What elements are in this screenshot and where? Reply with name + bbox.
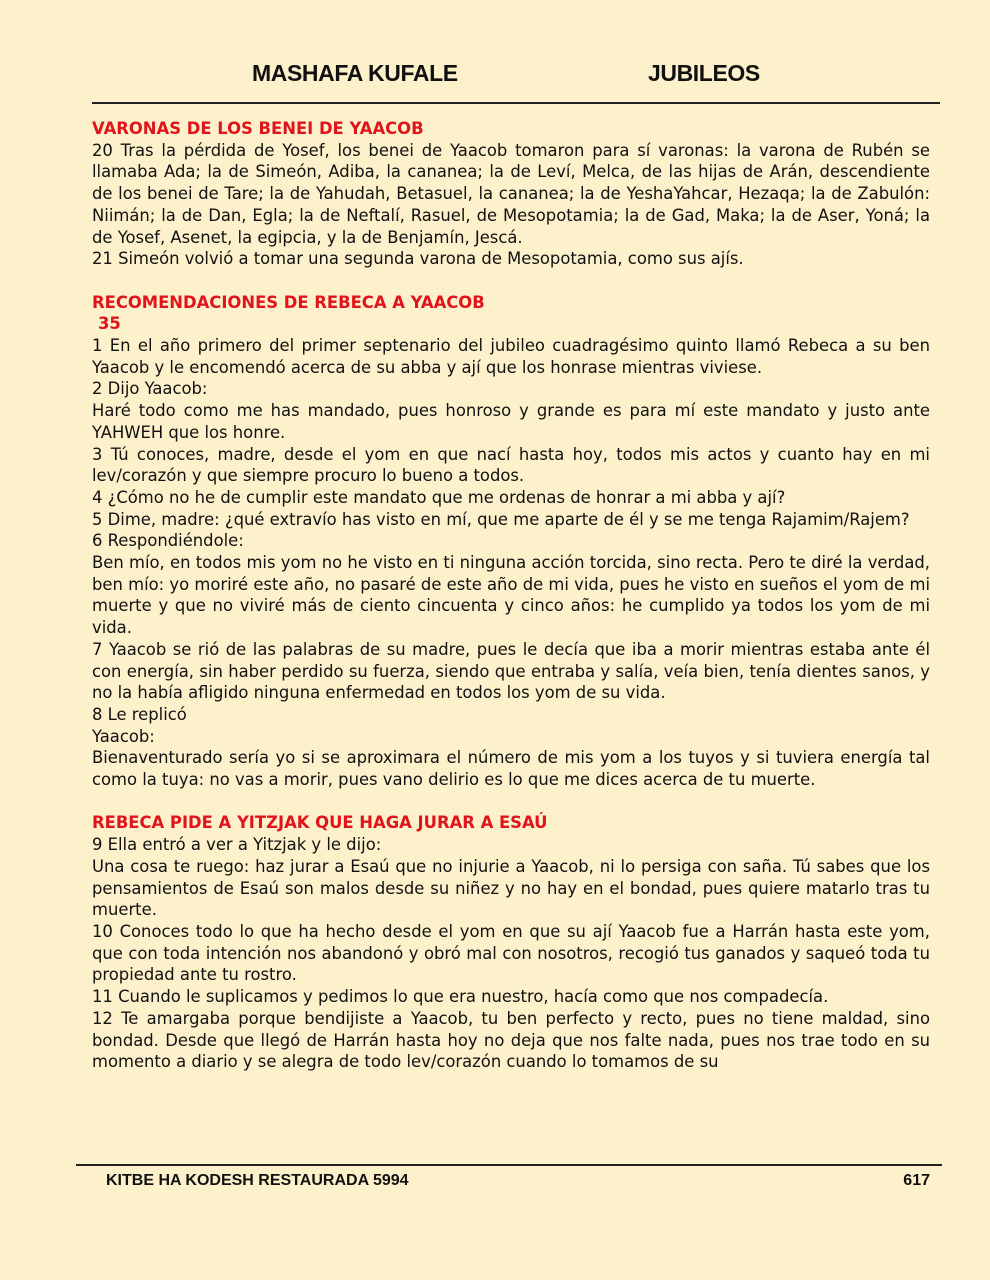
verse-paragraph: Bienaventurado sería yo si se aproximara el número de mis yom a los tuyos y si tuviera energía tal como la tuya: no vas a morir, pues vano delirio es lo que me dices acerca de tu muerte.: [92, 748, 930, 790]
page-number: 617: [903, 1172, 930, 1189]
verse-paragraph: Ben mío, en todos mis yom no he visto en ti ninguna acción torcida, sino recta. Pero te diré la verdad, ben mío: yo moriré este año, no pasaré de este año de mi vida, pues he visto en sueños el yom de mi muerte y que no viviré más de ciento cincuenta y cinco años: he cumplido ya todos los yom de mi vida.: [92, 553, 930, 638]
page-footer: [76, 1164, 942, 1206]
verse-paragraph: 7 Yaacob se rió de las palabras de su madre, pues le decía que iba a morir mientras estaba ante él con energía, sin haber perdido su fuerza, siendo que entraba y salía, veía bien, tenía dientes sanos, y no la había afligido ninguna enfermedad en todos los yom de su vida.: [92, 639, 930, 703]
section-heading: VARONAS DE LOS BENEI DE YAACOB: [92, 119, 424, 138]
chapter-number: 35: [98, 314, 121, 334]
verse-paragraph: Una cosa te ruego: haz jurar a Esaú que no injurie a Yaacob, ni lo persiga con saña. Tú sabes que los pensamientos de Esaú son malos desde su niñez y no hay en el bondad, pues quiere matarlo tras tu muerte.: [92, 856, 930, 920]
page-header: [92, 58, 940, 104]
header-book-title: MASHAFA KUFALE: [252, 60, 458, 86]
verse-paragraph: 5 Dime, madre: ¿qué extravío has visto en mí, que me aparte de él y se me tenga Rajamim/Rajem?: [92, 509, 910, 529]
verse-paragraph: Yaacob:: [92, 726, 155, 746]
verse-paragraph: 9 Ella entró a ver a Yitzjak y le dijo:: [92, 835, 382, 855]
verse-paragraph: 3 Tú conoces, madre, desde el yom en que nací hasta hoy, todos mis actos y cuanto hay en mi lev/corazón y que siempre procuro lo bueno a todos.: [92, 444, 930, 486]
verse-paragraph: 2 Dijo Yaacob:: [92, 379, 208, 399]
section-heading: REBECA PIDE A YITZJAK QUE HAGA JURAR A ESAÚ: [92, 813, 548, 833]
verse-paragraph: 20 Tras la pérdida de Yosef, los benei de Yaacob tomaron para sí varonas: la varona de Rubén se llamaba Ada; la de Simeón, Adiba, la cananea; la de Leví, Melca, de las hijas de Arán, descendiente de los benei de Tare; la de Yahudah, Betasuel, la cananea; la de YeshaYahcar, Hezaqa; la de Zabulón: Niimán; la de Dan, Egla; la de Neftalí, Rasuel, de Mesopotamia; la de Gad, Maka; la de Aser, Yoná; la de Yosef, Asenet, la egipcia, y la de Benjamín, Jescá.: [92, 140, 930, 247]
verse-paragraph: 1 En el año primero del primer septenario del jubileo cuadragésimo quinto llamó Rebeca a su ben Yaacob y le encomendó acerca de su abba y ají que los honrase mientras viviese.: [92, 336, 930, 377]
verse-paragraph: 4 ¿Cómo no he de cumplir este mandato que me ordenas de honrar a mi abba y ají?: [92, 487, 786, 507]
verse-paragraph: Haré todo como me has mandado, pues honroso y grande es para mí este mandato y justo ante YAHWEH que los honre.: [92, 401, 930, 442]
footer-book-name: KITBE HA KODESH RESTAURADA 5994: [106, 1172, 409, 1189]
verse-paragraph: 21 Simeón volvió a tomar una segunda varona de Mesopotamia, como sus ajís.: [92, 249, 744, 269]
page-body: [92, 118, 930, 1138]
verse-paragraph: 8 Le replicó: [92, 704, 187, 724]
verse-paragraph: 6 Respondiéndole:: [92, 531, 244, 551]
section-heading: RECOMENDACIONES DE REBECA A YAACOB: [92, 292, 485, 312]
verse-paragraph: 11 Cuando le suplicamos y pedimos lo que era nuestro, hacía como que nos compadecía.: [92, 987, 829, 1007]
header-section-title: JUBILEOS: [648, 60, 760, 86]
verse-paragraph: 12 Te amargaba porque bendijiste a Yaacob, tu ben perfecto y recto, pues no tiene maldad, sino bondad. Desde que llegó de Harrán hasta hoy no deja que nos falte nada, pues nos trae todo en su momento a diario y se alegra de todo lev/corazón cuando lo tomamos de su: [92, 1008, 930, 1072]
verse-paragraph: 10 Conoces todo lo que ha hecho desde el yom en que su ají Yaacob fue a Harrán hasta este yom, que con toda intención nos abandonó y obró mal con nosotros, recogió tus ganados y saqueó toda tu propiedad ante tu rostro.: [92, 921, 930, 985]
